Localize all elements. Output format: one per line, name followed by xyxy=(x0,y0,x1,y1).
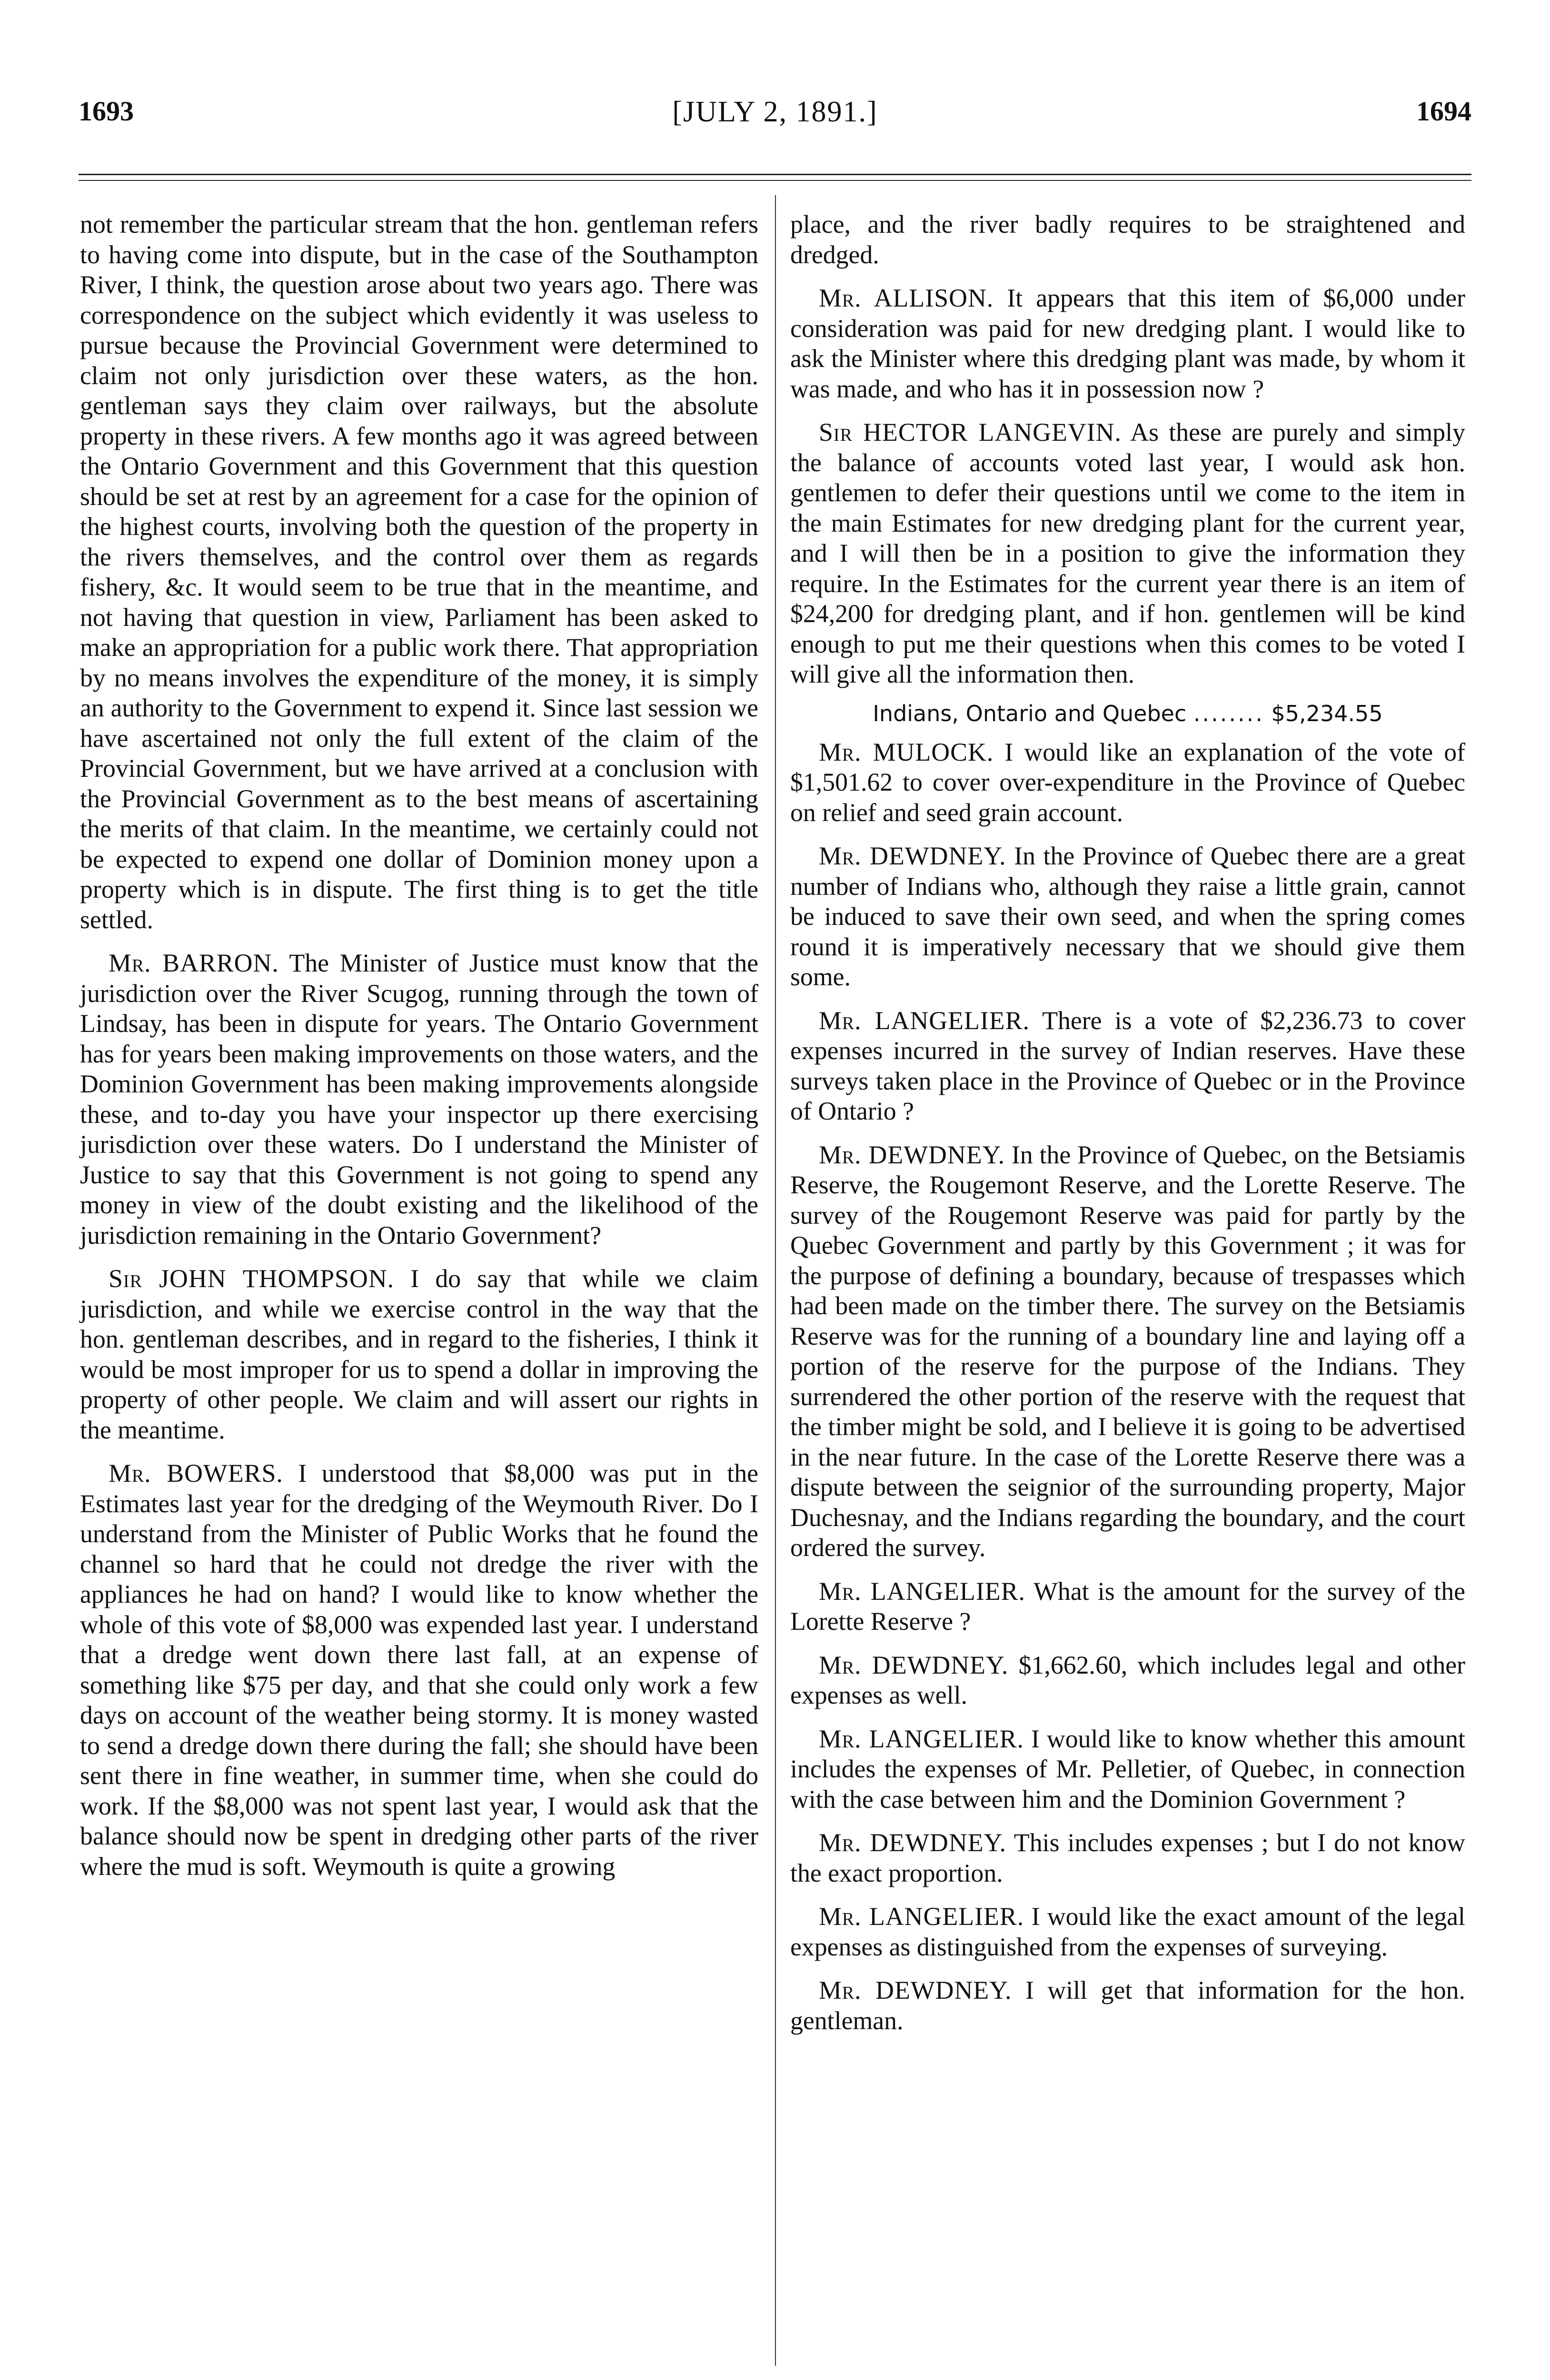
speaker-name: Mr. LANGELIER. xyxy=(819,1577,1025,1606)
paragraph-text: place, and the river badly requires to be straightened and dredged. xyxy=(790,210,1465,269)
paragraph xyxy=(80,948,758,1250)
column-divider xyxy=(775,195,776,2366)
paragraph-text: I understood that $8,000 was put in the Estimates last year for the dredging of the Weymouth River. Do I understand from the Minister of Public Works that he found the channel so hard that he could not dredge the river with the appliances he had on hand? I would like to know whether the whole of this vote of $8,000 was expended last year. I understand that a dredge went down there last fall, at an expense of something like $75 per day, and that she could only work a few days on account of the weather being stormy. It is money wasted to send a dredge down there during the fall; she should have been sent there in fine weather, in summer time, when she could do work. If the $8,000 was not spent last year, I would ask that the balance should now be spent in dredging other parts of the river where the mud is soft. Weymouth is quite a growing xyxy=(80,1459,758,1881)
paragraph xyxy=(790,209,1465,270)
speaker-name: Mr. DEWDNEY. xyxy=(819,1140,1005,1169)
speaker-name: Mr. LANGELIER. xyxy=(819,1902,1024,1931)
paragraph xyxy=(80,1458,758,1882)
paragraph-text: There is a vote of $2,236.73 to cover expenses incurred in the survey of Indian reserves. Have these surveys taken place in the Province of Quebec or in the Province of Ontario ? xyxy=(790,1006,1465,1125)
speaker-name: Mr. DEWDNEY. xyxy=(819,1650,1009,1679)
paragraph-text: The Minister of Justice must know that the jurisdiction over the River Scugog, running through the town of Lindsay, has been in dispute for years. The Ontario Government has for years been making improvements on those waters, and the Dominion Government has been making improvements alongside these, and to-day you have your inspector up there exercising jurisdiction over these waters. Do I understand the Minister of Justice to say that this Government is not going to spend any money in view of the doubt existing and the likelihood of the jurisdiction remaining in the Ontario Government? xyxy=(80,949,758,1250)
paragraph xyxy=(790,1140,1465,1563)
paragraph-text: I would like an explanation of the vote of $1,501.62 to cover over-expenditure in the Province of Quebec on relief and seed grain account. xyxy=(790,737,1466,827)
page-number-left: 1693 xyxy=(79,96,134,127)
paragraph xyxy=(790,737,1465,828)
speaker-name: Mr. LANGELIER. xyxy=(819,1724,1024,1753)
paragraph xyxy=(790,1724,1465,1815)
paragraph xyxy=(790,1006,1465,1127)
paragraph xyxy=(790,1577,1465,1637)
estimate-leader-dots: ........ xyxy=(1193,700,1264,726)
paragraph-text: $1,662.60, which includes legal and other expenses as well. xyxy=(790,1650,1466,1709)
speaker-name: Mr. MULOCK. xyxy=(819,737,994,766)
paragraph xyxy=(790,1828,1465,1888)
speaker-name: Mr. BARRON. xyxy=(109,949,279,977)
paragraph-text: In the Province of Quebec, on the Betsiamis Reserve, the Rougemont Reserve, and the Lorette Reserve. The survey of the Rougemont Reserve was paid for partly by the Quebec Government and partly by this Government ; it was for the purpose of defining a boundary, because of trespasses which had been made on the timber there. The survey on the Betsiamis Reserve was for the running of a boundary line and laying off a portion of the reserve for the purpose of the Indians. They surrendered the other portion of the reserve with the request that the timber might be sold, and I believe it is going to be advertised in the near future. In the case of the Lorette Reserve there was a dispute between the seignior of the surrounding property, Major Duchesnay, and the Indians regarding the boundary, and the court ordered the survey. xyxy=(790,1140,1466,1562)
speaker-name: Mr. DEWDNEY. xyxy=(819,1828,1006,1857)
page-header xyxy=(79,95,1471,138)
estimate-item xyxy=(790,700,1465,727)
paragraph xyxy=(80,1264,758,1445)
paragraph xyxy=(790,1902,1465,1962)
paragraph-text: It appears that this item of $6,000 under consideration was paid for new dredging plant. I would like to ask the Minister where this dredging plant was made, by whom it was made, and who has it in possession now ? xyxy=(790,284,1465,403)
paragraph-text: This includes expenses ; but I do not know the exact proportion. xyxy=(790,1828,1466,1887)
speaker-name: Sir JOHN THOMPSON. xyxy=(109,1264,395,1293)
header-rule-bottom xyxy=(79,180,1471,181)
speaker-name: Mr. LANGELIER. xyxy=(819,1006,1030,1035)
right-column xyxy=(790,209,1465,2036)
page-number-right: 1694 xyxy=(1416,96,1471,127)
speaker-name: Mr. ALLISON. xyxy=(819,284,994,312)
paragraph-text: What is the amount for the survey of the Lorette Reserve ? xyxy=(790,1577,1465,1636)
paragraph-text: not remember the particular stream that the hon. gentleman refers to having come into dispute, but in the case of the Southampton River, I think, the question arose about two years ago. There was correspondence on the subject which evidently it was useless to pursue because the Provincial Government were determined to claim not only jurisdiction over these waters, as the hon. gentleman says they claim over railways, but the absolute property in these rivers. A few months ago it was agreed between the Ontario Government and this Government that this question should be set at rest by an agreement for a case for the opinion of the highest courts, involving both the question of the property in the rivers themselves, and the control over them as regards fishery, &c. It would seem to be true that in the meantime, and not having that question in view, Parliament has been asked to make an appropriation for a public work there. That appropriation by no means involves the expenditure of the money, it is simply an authority to the Government to expend it. Since last session we have ascertained not only the full extent of the claim of the Provincial Government, but we have arrived at a conclusion with the Provincial Government as to the best means of ascertaining the merits of that claim. In the meantime, we certainly could not be expected to expend one dollar of Dominion money upon a property which is in dispute. The first thing is to get the title settled. xyxy=(80,210,758,934)
paragraph xyxy=(80,209,758,935)
paragraph xyxy=(790,841,1465,992)
estimate-amount: $5,234.55 xyxy=(1271,700,1383,726)
paragraph-text: As these are purely and simply the balance of accounts voted last year, I would ask hon. gentlemen to defer their questions until we come to the item in the main Estimates for new dredging plant for the current year, and I will then be in a position to give the information they require. In the Estimates for the current year there is an item of $24,200 for dredging plant, and if hon. gentlemen will be kind enough to put me their questions when this comes to be voted I will give all the information then. xyxy=(790,418,1465,688)
left-column xyxy=(80,209,758,1882)
speaker-name: Mr. DEWDNEY. xyxy=(819,1976,1012,2004)
paragraph-text: I would like the exact amount of the legal expenses as distinguished from the expenses of surveying. xyxy=(790,1902,1465,1961)
speaker-name: Mr. BOWERS. xyxy=(109,1459,283,1488)
speaker-name: Sir HECTOR LANGEVIN. xyxy=(819,418,1122,446)
estimate-label: Indians, Ontario and Quebec xyxy=(873,700,1187,726)
paragraph-text: I would like to know whether this amount includes the expenses of Mr. Pelletier, of Quebec, in connection with the case between him and the Dominion Government ? xyxy=(790,1724,1466,1814)
paragraph xyxy=(790,283,1465,404)
paragraph xyxy=(790,1975,1465,2036)
header-rule-top xyxy=(79,174,1471,175)
paragraph xyxy=(790,417,1465,690)
paragraph-text: In the Province of Quebec there are a great number of Indians who, although they raise a little grain, cannot be induced to save their own seed, and when the spring comes round it is imperatively necessary that we should give them some. xyxy=(790,842,1465,991)
page-date: [JULY 2, 1891.] xyxy=(672,96,878,128)
speaker-name: Mr. DEWDNEY. xyxy=(819,842,1006,870)
paragraph xyxy=(790,1650,1465,1711)
paragraph-text: I do say that while we claim jurisdiction, and while we exercise control in the way that the hon. gentleman describes, and in regard to the fisheries, I think it would be most improper for us to spend a dollar in improving the property of other people. We claim and will assert our rights in the meantime. xyxy=(80,1264,759,1444)
paragraph-text: I will get that information for the hon. gentleman. xyxy=(790,1976,1465,2035)
